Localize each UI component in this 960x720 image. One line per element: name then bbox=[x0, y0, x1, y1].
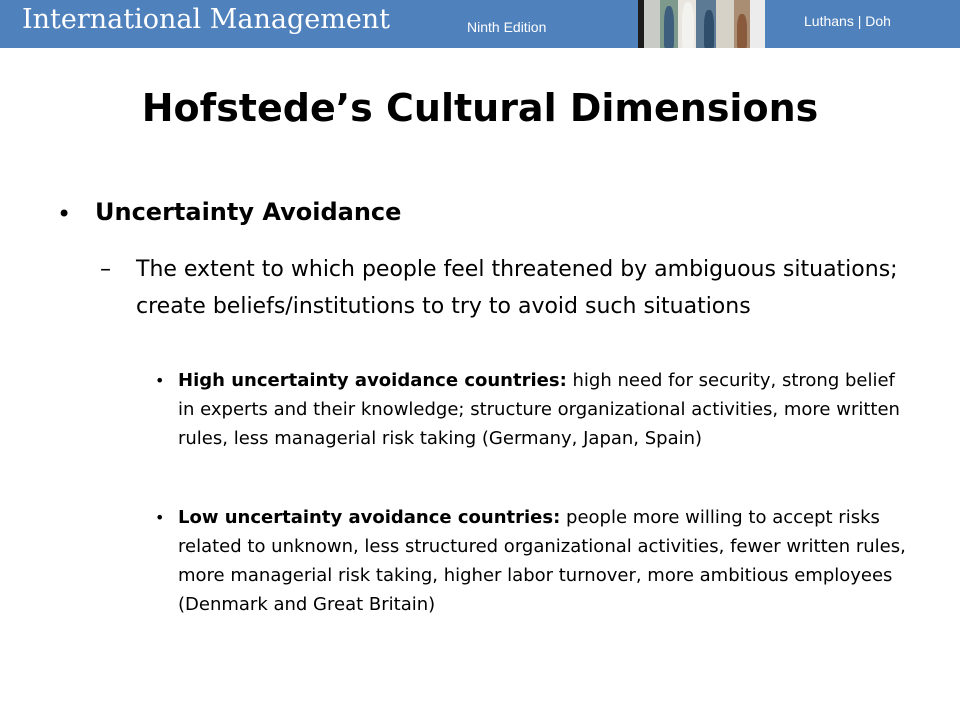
header-banner bbox=[0, 0, 960, 48]
list-item-text bbox=[178, 366, 908, 453]
header-photo-collage bbox=[638, 0, 765, 48]
book-title: International Management bbox=[22, 4, 391, 35]
dash-marker: – bbox=[100, 257, 111, 282]
list-item-text bbox=[178, 503, 908, 619]
definition-text: The extent to which people feel threatened by ambiguous situations; create beliefs/institutions to try to avoid such situations bbox=[136, 257, 898, 319]
bullet-marker: • bbox=[57, 200, 72, 228]
authors-label: Luthans | Doh bbox=[804, 13, 891, 29]
slide-title: Hofstede’s Cultural Dimensions bbox=[141, 86, 819, 130]
list-item-label: High uncertainty avoidance countries: bbox=[178, 370, 567, 391]
person-figure-icon bbox=[682, 2, 694, 48]
list-item-label: Low uncertainty avoidance countries: bbox=[178, 507, 561, 528]
list-item-body: high need for security, strong belief in experts and their knowledge; structure organizational activities, more written rules, less managerial risk taking (Germany, Japan, Spain) bbox=[178, 370, 900, 449]
person-figure-icon bbox=[737, 14, 747, 48]
bullet-marker: • bbox=[155, 508, 165, 527]
edition-label: Ninth Edition bbox=[467, 19, 547, 35]
bullet-marker: • bbox=[155, 371, 165, 390]
list-item-body: people more willing to accept risks related to unknown, less structured organizational activities, fewer written rules, more managerial risk taking, higher labor turnover, more ambitious employees (Denmark and Great Britain) bbox=[178, 507, 906, 615]
person-figure-icon bbox=[664, 6, 674, 48]
person-figure-icon bbox=[704, 10, 714, 48]
main-bullet-label: Uncertainty Avoidance bbox=[95, 198, 402, 226]
